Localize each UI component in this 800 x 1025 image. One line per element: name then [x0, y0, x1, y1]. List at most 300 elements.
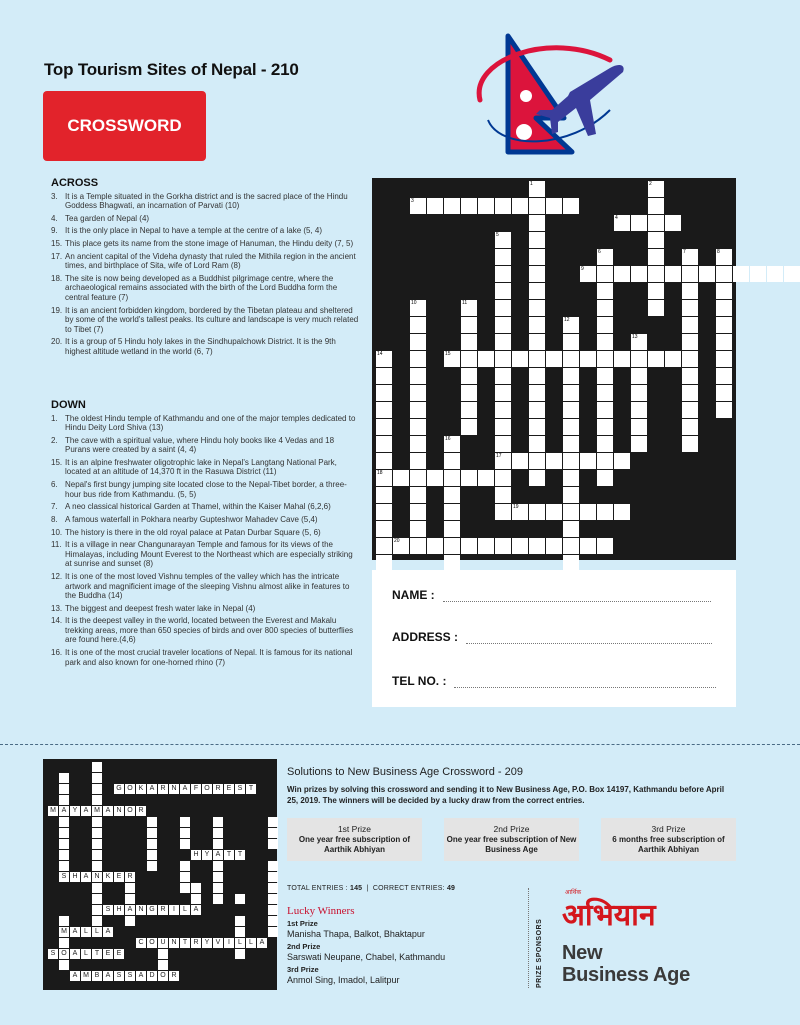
solution-cell: O: [202, 784, 212, 794]
grid-cell[interactable]: [495, 249, 511, 265]
solution-cell: [92, 916, 102, 926]
grid-cell[interactable]: [716, 266, 732, 282]
grid-cell[interactable]: [716, 334, 732, 350]
grid-cell[interactable]: [410, 368, 426, 384]
second-prize-box: [444, 818, 579, 861]
first-prize-box: [287, 818, 422, 861]
solution-cell: A: [70, 949, 80, 959]
grid-cell[interactable]: [563, 334, 579, 350]
solution-cell: N: [169, 938, 179, 948]
grid-cell[interactable]: [716, 300, 732, 316]
grid-cell[interactable]: [563, 555, 579, 571]
name-field[interactable]: [443, 591, 711, 602]
grid-cell[interactable]: [529, 249, 545, 265]
solution-cell: [213, 872, 223, 882]
prize-desc: One year free subscription of New Business Age: [446, 835, 577, 854]
sponsor-label: PRIZE SPONSORS: [536, 918, 543, 988]
grid-cell[interactable]: [529, 453, 545, 469]
grid-cell[interactable]: [410, 538, 426, 554]
grid-cell[interactable]: [495, 283, 511, 299]
grid-cell[interactable]: [461, 351, 477, 367]
grid-cell[interactable]: [665, 266, 681, 282]
grid-cell[interactable]: [410, 453, 426, 469]
clue: 8. A famous waterfall in Pokhara nearby Gupteshwor Mahadev Cave (5,4): [51, 514, 318, 524]
grid-cell[interactable]: [614, 453, 630, 469]
solution-cell: [92, 817, 102, 827]
grid-cell[interactable]: [444, 521, 460, 537]
grid-cell[interactable]: [648, 283, 664, 299]
solution-cell: [59, 916, 69, 926]
grid-cell[interactable]: [665, 215, 681, 231]
grid-cell[interactable]: [495, 538, 511, 554]
grid-cell[interactable]: [597, 385, 613, 401]
grid-cell[interactable]: [478, 538, 494, 554]
grid-cell[interactable]: [648, 215, 664, 231]
grid-cell[interactable]: [614, 504, 630, 520]
solution-cell: L: [235, 938, 245, 948]
grid-cell[interactable]: [580, 453, 596, 469]
solution-cell: V: [213, 938, 223, 948]
grid-cell[interactable]: [529, 198, 545, 214]
solution-cell: A: [257, 938, 267, 948]
grid-cell[interactable]: [750, 266, 766, 282]
grid-cell[interactable]: [495, 470, 511, 486]
grid-cell[interactable]: [461, 470, 477, 486]
grid-number: 2: [649, 181, 652, 187]
grid-cell[interactable]: [495, 351, 511, 367]
solution-cell: M: [81, 971, 91, 981]
grid-cell[interactable]: [563, 487, 579, 503]
grid-cell[interactable]: [546, 453, 562, 469]
grid-cell[interactable]: [699, 266, 715, 282]
solution-cell: A: [103, 971, 113, 981]
grid-cell[interactable]: [597, 317, 613, 333]
grid-cell[interactable]: [682, 300, 698, 316]
grid-cell[interactable]: [444, 470, 460, 486]
solution-cell: [158, 949, 168, 959]
solution-cell: [59, 817, 69, 827]
grid-cell[interactable]: [665, 351, 681, 367]
winner-name: Anmol Sing, Imadol, Lalitpur: [287, 975, 400, 985]
grid-cell[interactable]: [376, 419, 392, 435]
grid-cell[interactable]: [529, 300, 545, 316]
solution-cell: [268, 828, 278, 838]
grid-cell[interactable]: [716, 402, 732, 418]
solution-cell: M: [92, 806, 102, 816]
grid-number: 17: [496, 453, 502, 459]
clue: 20. It is a group of 5 Hindu holy lakes in the Sindhupalchowk District. It is the 9th highest altitude wetland in the world (6, 7): [51, 337, 336, 356]
grid-cell[interactable]: [410, 351, 426, 367]
grid-cell[interactable]: [461, 419, 477, 435]
grid-cell[interactable]: [376, 402, 392, 418]
grid-number: 12: [564, 317, 570, 323]
crossword-badge: CROSSWORD: [43, 91, 206, 161]
grid-cell[interactable]: [682, 436, 698, 452]
winner-name: Sarswati Neupane, Chabel, Kathmandu: [287, 952, 446, 962]
solution-cell: L: [246, 938, 256, 948]
grid-number: 14: [377, 351, 383, 357]
grid-cell[interactable]: [495, 419, 511, 435]
grid-cell[interactable]: [410, 470, 426, 486]
grid-cell[interactable]: [376, 504, 392, 520]
solution-cell: [180, 839, 190, 849]
solution-cell: D: [147, 971, 157, 981]
lucky-winners: [287, 906, 445, 986]
entry-form: [372, 570, 736, 707]
clue: 19. It is an ancient forbidden kingdom, bordered by the Tibetan plateau and sheltered by some of the world's tallest peaks. Its culture and landscape is very much related to Tibet (7): [51, 305, 359, 334]
winner-place: 3rd Prize: [287, 965, 319, 974]
abhiyan-tagline: आर्थिक: [565, 890, 582, 896]
solution-cell: N: [169, 784, 179, 794]
grid-cell[interactable]: [682, 351, 698, 367]
prize-desc: One year free subscription of Aarthik Abhiyan: [298, 835, 411, 854]
solution-cell: H: [191, 850, 201, 860]
solution-cell: T: [235, 850, 245, 860]
solution-cell: [158, 960, 168, 970]
tel-field[interactable]: [454, 677, 716, 688]
grid-cell[interactable]: [597, 538, 613, 554]
solution-cell: [92, 883, 102, 893]
grid-cell[interactable]: [597, 436, 613, 452]
grid-cell[interactable]: [495, 198, 511, 214]
clue: 2. The cave with a spiritual value, where Hindu holy books like 4 Vedas and 18 Purans were created by a saint (4, 4): [51, 435, 335, 455]
solution-cell: T: [180, 938, 190, 948]
grid-cell[interactable]: [580, 351, 596, 367]
grid-cell[interactable]: [410, 385, 426, 401]
grid-cell[interactable]: [529, 470, 545, 486]
grid-cell[interactable]: [376, 487, 392, 503]
grid-cell[interactable]: [410, 521, 426, 537]
solution-cell: [147, 839, 157, 849]
solution-cell: R: [158, 905, 168, 915]
grid-cell[interactable]: [580, 504, 596, 520]
solution-cell: M: [59, 927, 69, 937]
solution-cell: [180, 883, 190, 893]
solution-cell: [213, 817, 223, 827]
grid-cell[interactable]: [376, 538, 392, 554]
clue: 12. It is one of the most loved Vishnu temples of the valley which has the intricate artwork and magnificient image of the sleeping Vishnu almost alike in features to the Buddha (14): [51, 572, 350, 600]
address-field[interactable]: [466, 633, 712, 644]
grid-cell[interactable]: [716, 283, 732, 299]
grid-cell[interactable]: [563, 419, 579, 435]
grid-cell[interactable]: [648, 300, 664, 316]
grid-cell[interactable]: [393, 470, 409, 486]
solution-cell: L: [81, 949, 91, 959]
solution-cell: L: [180, 905, 190, 915]
address-row[interactable]: [392, 630, 712, 644]
grid-cell[interactable]: [648, 198, 664, 214]
solution-cell: [268, 927, 278, 937]
grid-cell[interactable]: [461, 317, 477, 333]
grid-cell[interactable]: [495, 334, 511, 350]
grid-cell[interactable]: [682, 317, 698, 333]
solution-cell: L: [92, 927, 102, 937]
grid-cell[interactable]: [784, 266, 800, 282]
grid-cell[interactable]: [529, 538, 545, 554]
grid-cell[interactable]: [682, 385, 698, 401]
grid-cell[interactable]: [529, 436, 545, 452]
grid-cell[interactable]: [563, 470, 579, 486]
grid-cell[interactable]: [631, 402, 647, 418]
solution-cell: E: [224, 784, 234, 794]
grid-cell[interactable]: [563, 504, 579, 520]
grid-cell[interactable]: [427, 198, 443, 214]
grid-cell[interactable]: [563, 351, 579, 367]
crossword-grid[interactable]: [372, 178, 736, 560]
grid-cell[interactable]: [495, 317, 511, 333]
grid-cell[interactable]: [682, 419, 698, 435]
grid-cell[interactable]: [597, 300, 613, 316]
grid-cell[interactable]: [597, 351, 613, 367]
grid-cell[interactable]: [631, 351, 647, 367]
grid-cell[interactable]: [461, 385, 477, 401]
solution-cell: [213, 894, 223, 904]
solution-cell: [268, 817, 278, 827]
grid-cell[interactable]: [376, 436, 392, 452]
grid-cell[interactable]: [495, 368, 511, 384]
grid-cell[interactable]: [376, 385, 392, 401]
grid-cell[interactable]: [529, 368, 545, 384]
solution-cell: E: [114, 872, 124, 882]
grid-cell[interactable]: [648, 249, 664, 265]
grid-cell[interactable]: [767, 266, 783, 282]
tel-row[interactable]: [392, 674, 716, 688]
solution-cell: [268, 839, 278, 849]
grid-cell[interactable]: [529, 419, 545, 435]
grid-number: 3: [411, 198, 414, 204]
grid-cell[interactable]: [563, 436, 579, 452]
grid-cell[interactable]: [716, 368, 732, 384]
grid-cell[interactable]: [376, 521, 392, 537]
grid-cell[interactable]: [597, 283, 613, 299]
grid-cell[interactable]: [597, 266, 613, 282]
grid-cell[interactable]: [563, 368, 579, 384]
grid-cell[interactable]: [461, 334, 477, 350]
solution-cell: S: [235, 784, 245, 794]
grid-cell[interactable]: [410, 436, 426, 452]
clue: 11. It is a village in near Changunarayan Temple and famous for its views of the Himalayas, including Mount Everest to the Northeast which are especially striking at sunrise and sunset (8): [51, 540, 353, 569]
grid-cell[interactable]: [682, 266, 698, 282]
prize-desc: 6 months free subscription of Aarthik Abhiyan: [612, 835, 725, 854]
grid-cell[interactable]: [444, 487, 460, 503]
grid-cell[interactable]: [376, 453, 392, 469]
grid-cell[interactable]: [444, 453, 460, 469]
grid-cell[interactable]: [631, 368, 647, 384]
solution-cell: [59, 773, 69, 783]
solution-cell: K: [136, 784, 146, 794]
grid-number: 10: [411, 300, 417, 306]
grid-cell[interactable]: [410, 419, 426, 435]
across-clues: [51, 179, 361, 360]
solution-cell: [235, 927, 245, 937]
solution-cell: N: [136, 905, 146, 915]
solution-cell: I: [224, 938, 234, 948]
solution-cell: [92, 762, 102, 772]
grid-cell[interactable]: [444, 555, 460, 571]
solution-cell: S: [114, 971, 124, 981]
grid-cell[interactable]: [529, 232, 545, 248]
grid-cell[interactable]: [427, 538, 443, 554]
grid-cell[interactable]: [478, 351, 494, 367]
grid-cell[interactable]: [376, 555, 392, 571]
grid-cell[interactable]: [444, 198, 460, 214]
grid-cell[interactable]: [563, 521, 579, 537]
solution-cell: [268, 916, 278, 926]
grid-cell[interactable]: [733, 266, 749, 282]
grid-cell[interactable]: [410, 334, 426, 350]
grid-cell[interactable]: [546, 538, 562, 554]
grid-number: 13: [632, 334, 638, 340]
grid-cell[interactable]: [478, 470, 494, 486]
grid-cell[interactable]: [478, 198, 494, 214]
grid-cell[interactable]: [495, 436, 511, 452]
solution-cell: B: [92, 971, 102, 981]
grid-number: 19: [513, 504, 519, 510]
solution-cell: A: [191, 905, 201, 915]
grid-cell[interactable]: [495, 402, 511, 418]
grid-cell[interactable]: [716, 351, 732, 367]
grid-cell[interactable]: [716, 385, 732, 401]
grid-cell[interactable]: [529, 385, 545, 401]
grid-cell[interactable]: [410, 317, 426, 333]
grid-cell[interactable]: [614, 351, 630, 367]
grid-number: 16: [445, 436, 451, 442]
solution-cell: A: [213, 850, 223, 860]
grid-cell[interactable]: [495, 487, 511, 503]
grid-cell[interactable]: [529, 317, 545, 333]
grid-cell[interactable]: [461, 402, 477, 418]
grid-cell[interactable]: [529, 266, 545, 282]
grid-cell[interactable]: [529, 215, 545, 231]
clue: 17. An ancient capital of the Videha dynasty that ruled the Mithila region in the ancient times, and birthplace of Sita, wife of Lord Ram (8): [51, 251, 356, 271]
grid-cell[interactable]: [529, 504, 545, 520]
solution-cell: [125, 916, 135, 926]
grid-cell[interactable]: [648, 351, 664, 367]
clue: 9. It is the only place in Nepal to have a temple at the centre of a lake (5, 4): [51, 226, 323, 236]
grid-cell[interactable]: [597, 470, 613, 486]
solution-cell: [92, 850, 102, 860]
solution-cell: [268, 905, 278, 915]
grid-cell[interactable]: [597, 453, 613, 469]
grid-cell[interactable]: [563, 198, 579, 214]
solution-cell: [147, 861, 157, 871]
grid-cell[interactable]: [682, 283, 698, 299]
grid-cell[interactable]: [614, 266, 630, 282]
grid-cell[interactable]: [563, 402, 579, 418]
grid-cell[interactable]: [631, 419, 647, 435]
grid-cell[interactable]: [631, 266, 647, 282]
grid-cell[interactable]: [512, 538, 528, 554]
grid-cell[interactable]: [563, 385, 579, 401]
grid-number: 1: [530, 181, 533, 187]
solution-cell: [59, 960, 69, 970]
clue: 6. Nepal's first bungy jumping site located close to the Nepal-Tibet border, a three-hour bus ride from Kathmandu. (5, 5): [51, 480, 347, 499]
solution-cell: A: [147, 784, 157, 794]
grid-cell[interactable]: [461, 538, 477, 554]
grid-cell[interactable]: [512, 351, 528, 367]
grid-cell[interactable]: [682, 368, 698, 384]
solution-cell: M: [48, 806, 58, 816]
grid-cell[interactable]: [495, 300, 511, 316]
grid-number: 20: [394, 538, 400, 544]
grid-cell[interactable]: [563, 453, 579, 469]
grid-cell[interactable]: [461, 368, 477, 384]
grid-cell[interactable]: [648, 232, 664, 248]
grid-cell[interactable]: [410, 504, 426, 520]
solution-cell: I: [169, 905, 179, 915]
grid-cell[interactable]: [716, 317, 732, 333]
grid-cell[interactable]: [648, 266, 664, 282]
grid-cell[interactable]: [597, 419, 613, 435]
solution-cell: T: [92, 949, 102, 959]
grid-cell[interactable]: [427, 470, 443, 486]
grid-cell[interactable]: [529, 334, 545, 350]
solution-cell: [147, 828, 157, 838]
grid-cell[interactable]: [546, 504, 562, 520]
grid-cell[interactable]: [631, 215, 647, 231]
grid-cell[interactable]: [376, 368, 392, 384]
solution-cell: U: [158, 938, 168, 948]
grid-cell[interactable]: [529, 283, 545, 299]
solution-cell: S: [103, 905, 113, 915]
new-business-age-logo: New Business Age: [562, 942, 690, 986]
grid-cell[interactable]: [546, 198, 562, 214]
clue: 15. It is an alpine freshwater oligotrophic lake in Nepal's Langtang National Park, located at an altitude of 14,370 ft in the Rasuwa District (11): [51, 457, 337, 477]
grid-cell[interactable]: [512, 453, 528, 469]
grid-cell[interactable]: [631, 385, 647, 401]
solution-cell: [180, 872, 190, 882]
grid-cell[interactable]: [682, 402, 698, 418]
solution-cell: [235, 894, 245, 904]
grid-cell[interactable]: [495, 504, 511, 520]
solution-cell: A: [81, 872, 91, 882]
solution-cell: Y: [202, 938, 212, 948]
solution-cell: [268, 861, 278, 871]
grid-cell[interactable]: [410, 487, 426, 503]
solution-cell: [59, 795, 69, 805]
grid-cell[interactable]: [580, 538, 596, 554]
grid-cell[interactable]: [597, 504, 613, 520]
grid-number: 7: [683, 249, 686, 255]
solution-cell: [180, 861, 190, 871]
grid-cell[interactable]: [563, 538, 579, 554]
solution-cell: [92, 839, 102, 849]
solution-cell: A: [70, 971, 80, 981]
cut-line: [0, 744, 800, 745]
grid-cell[interactable]: [461, 198, 477, 214]
solution-cell: R: [125, 872, 135, 882]
grid-cell[interactable]: [597, 334, 613, 350]
name-row[interactable]: [392, 588, 711, 602]
grid-cell[interactable]: [512, 198, 528, 214]
grid-cell[interactable]: [682, 334, 698, 350]
grid-cell[interactable]: [631, 436, 647, 452]
grid-cell[interactable]: [529, 351, 545, 367]
grid-cell[interactable]: [410, 402, 426, 418]
grid-cell[interactable]: [546, 351, 562, 367]
grid-cell[interactable]: [597, 402, 613, 418]
grid-cell[interactable]: [495, 385, 511, 401]
solution-cell: [125, 883, 135, 893]
grid-cell[interactable]: [444, 538, 460, 554]
grid-cell[interactable]: [597, 368, 613, 384]
grid-cell[interactable]: [444, 504, 460, 520]
grid-cell[interactable]: [495, 266, 511, 282]
solution-cell: [59, 828, 69, 838]
winner-place: 2nd Prize: [287, 942, 321, 951]
solution-cell: A: [103, 806, 113, 816]
grid-cell[interactable]: [529, 402, 545, 418]
